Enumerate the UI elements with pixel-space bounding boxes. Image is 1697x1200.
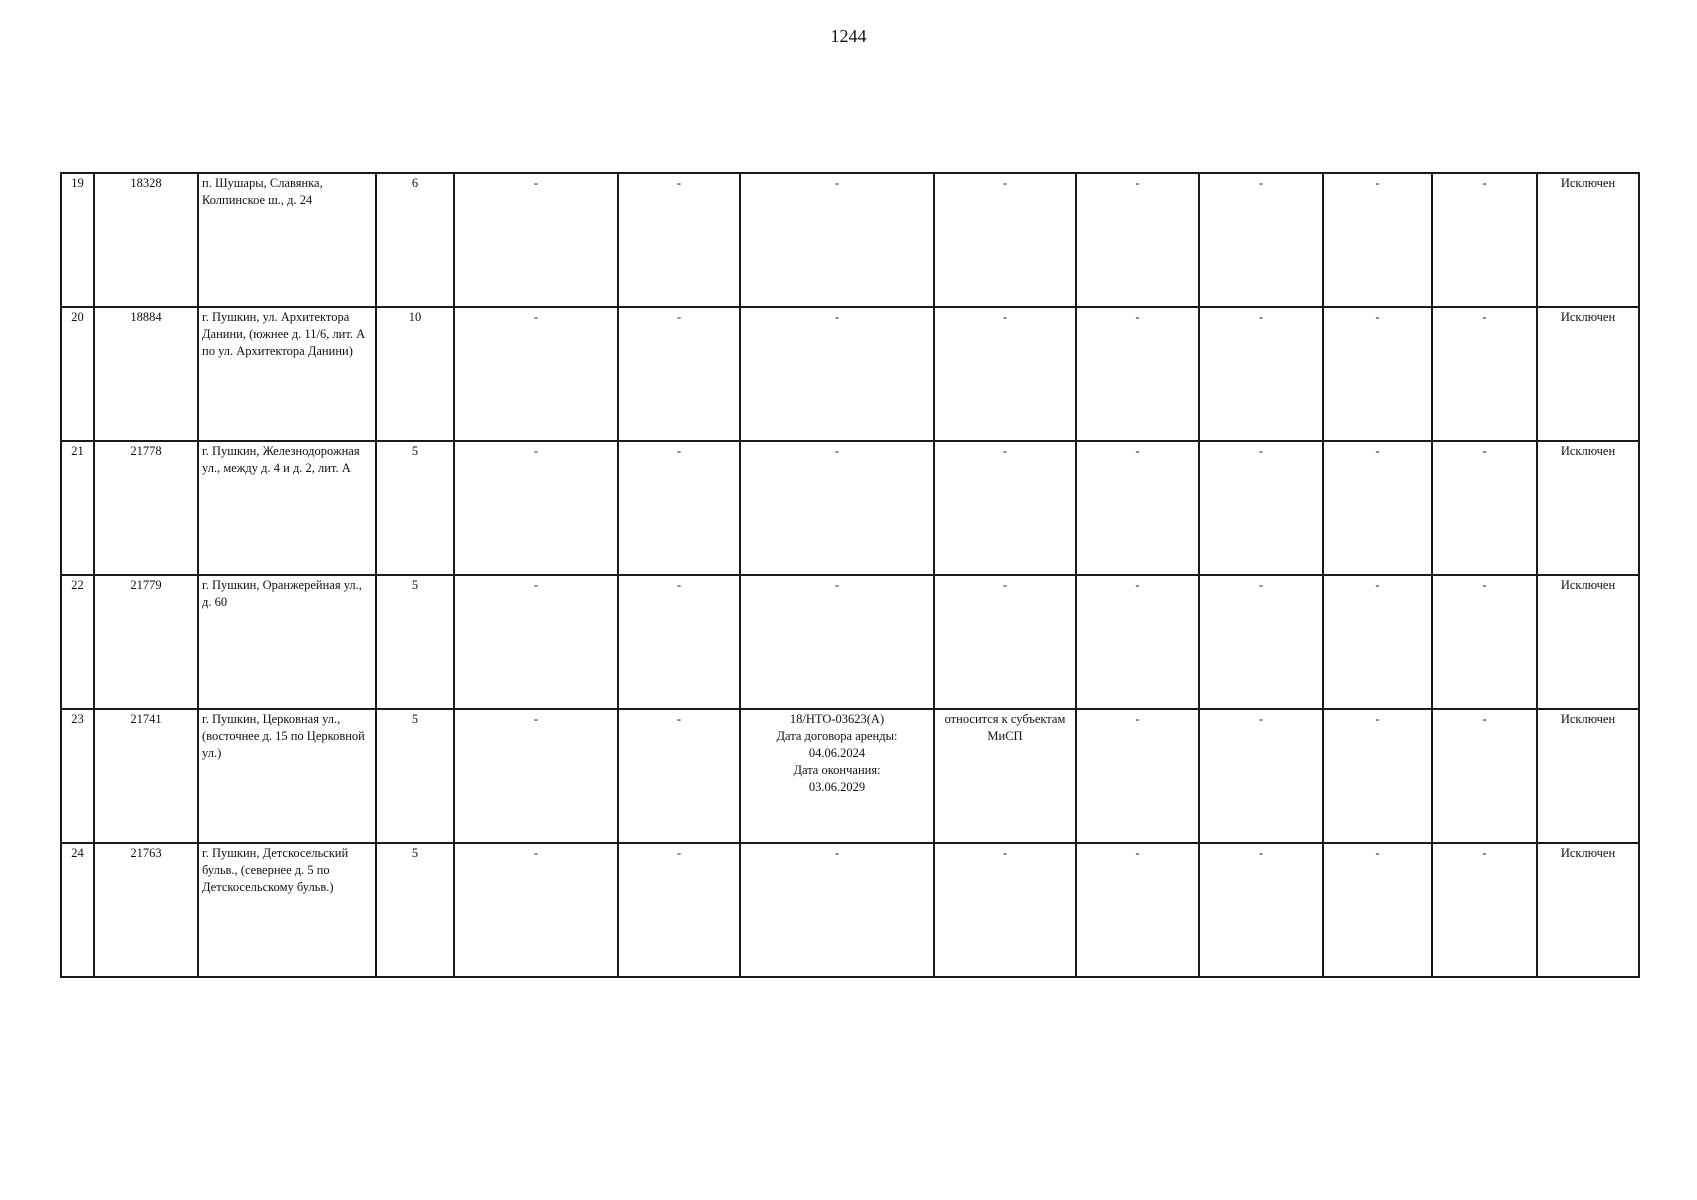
status-cell: Исключен bbox=[1537, 843, 1639, 977]
table-cell: - bbox=[1199, 173, 1323, 307]
table-cell: - bbox=[618, 575, 740, 709]
table-cell: - bbox=[454, 441, 618, 575]
table-cell: - bbox=[1323, 575, 1432, 709]
table-cell: - bbox=[618, 709, 740, 843]
table-cell: - bbox=[1432, 575, 1537, 709]
table-cell: - bbox=[618, 843, 740, 977]
count-cell: 6 bbox=[376, 173, 454, 307]
status-cell: Исключен bbox=[1537, 173, 1639, 307]
table-cell: - bbox=[934, 575, 1076, 709]
table-cell: - bbox=[934, 173, 1076, 307]
table-cell: - bbox=[618, 307, 740, 441]
table-cell: - bbox=[454, 173, 618, 307]
table-cell: - bbox=[934, 441, 1076, 575]
count-cell: 10 bbox=[376, 307, 454, 441]
page-number: 1244 bbox=[830, 26, 867, 46]
contract-cell: - bbox=[740, 307, 934, 441]
row-number-cell: 24 bbox=[61, 843, 94, 977]
table-row bbox=[61, 307, 1639, 441]
table-row bbox=[61, 843, 1639, 977]
table-cell: - bbox=[1432, 307, 1537, 441]
table-cell: - bbox=[1199, 441, 1323, 575]
status-cell: Исключен bbox=[1537, 307, 1639, 441]
contract-end-date: 03.06.2029 bbox=[808, 780, 866, 794]
table-cell: - bbox=[1432, 173, 1537, 307]
sme-cell: относится к субъектам МиСП bbox=[934, 709, 1076, 843]
row-number-cell: 23 bbox=[61, 709, 94, 843]
contract-cell bbox=[740, 709, 934, 843]
count-cell: 5 bbox=[376, 575, 454, 709]
table-cell: - bbox=[1323, 843, 1432, 977]
table-cell: - bbox=[618, 441, 740, 575]
table-cell: - bbox=[618, 173, 740, 307]
status-cell: Исключен bbox=[1537, 441, 1639, 575]
table-cell: - bbox=[1323, 441, 1432, 575]
count-cell: 5 bbox=[376, 709, 454, 843]
contract-end-label: Дата окончания: bbox=[793, 763, 881, 777]
table-cell: - bbox=[454, 843, 618, 977]
address-cell: г. Пушкин, ул. Архитектора Данини, (южнее д. 11/6, лит. А по ул. Архитектора Данини) bbox=[198, 307, 376, 441]
object-id-cell: 18884 bbox=[94, 307, 198, 441]
table-cell: - bbox=[454, 307, 618, 441]
contract-cell: - bbox=[740, 441, 934, 575]
table-cell: - bbox=[1076, 307, 1199, 441]
table-cell: - bbox=[1076, 173, 1199, 307]
table-row bbox=[61, 575, 1639, 709]
object-id-cell: 21763 bbox=[94, 843, 198, 977]
status-cell: Исключен bbox=[1537, 709, 1639, 843]
status-cell: Исключен bbox=[1537, 575, 1639, 709]
address-cell: п. Шушары, Славянка, Колпинское ш., д. 24 bbox=[198, 173, 376, 307]
table-cell: - bbox=[1323, 709, 1432, 843]
table-row bbox=[61, 441, 1639, 575]
table-cell: - bbox=[454, 709, 618, 843]
contract-cell: - bbox=[740, 843, 934, 977]
table-cell: - bbox=[1076, 575, 1199, 709]
contract-number: 18/НТО-03623(А) bbox=[789, 712, 885, 726]
table-cell: - bbox=[1432, 843, 1537, 977]
table-row bbox=[61, 173, 1639, 307]
object-id-cell: 21778 bbox=[94, 441, 198, 575]
count-cell: 5 bbox=[376, 441, 454, 575]
address-cell: г. Пушкин, Церковная ул., (восточнее д. 15 по Церковной ул.) bbox=[198, 709, 376, 843]
table-cell: - bbox=[1323, 173, 1432, 307]
table-cell: - bbox=[1199, 575, 1323, 709]
row-number-cell: 19 bbox=[61, 173, 94, 307]
count-cell: 5 bbox=[376, 843, 454, 977]
table-cell: - bbox=[1199, 709, 1323, 843]
row-number-cell: 20 bbox=[61, 307, 94, 441]
object-id-cell: 18328 bbox=[94, 173, 198, 307]
contract-date-label: Дата договора аренды: bbox=[776, 729, 898, 743]
table-cell: - bbox=[1076, 843, 1199, 977]
table-cell: - bbox=[1199, 307, 1323, 441]
address-cell: г. Пушкин, Железнодорожная ул., между д. 4 и д. 2, лит. А bbox=[198, 441, 376, 575]
table-cell: - bbox=[454, 575, 618, 709]
registry-table bbox=[60, 172, 1640, 978]
address-cell: г. Пушкин, Детскосельский бульв., (севернее д. 5 по Детскосельскому бульв.) bbox=[198, 843, 376, 977]
object-id-cell: 21779 bbox=[94, 575, 198, 709]
table-cell: - bbox=[1076, 441, 1199, 575]
table-row bbox=[61, 709, 1639, 843]
table-cell: - bbox=[1076, 709, 1199, 843]
row-number-cell: 21 bbox=[61, 441, 94, 575]
object-id-cell: 21741 bbox=[94, 709, 198, 843]
table-cell: - bbox=[1199, 843, 1323, 977]
table-cell: - bbox=[934, 843, 1076, 977]
contract-cell: - bbox=[740, 173, 934, 307]
table-cell: - bbox=[1432, 441, 1537, 575]
contract-date: 04.06.2024 bbox=[808, 746, 866, 760]
table-cell: - bbox=[934, 307, 1076, 441]
table-cell: - bbox=[1432, 709, 1537, 843]
address-cell: г. Пушкин, Оранжерейная ул., д. 60 bbox=[198, 575, 376, 709]
contract-cell: - bbox=[740, 575, 934, 709]
row-number-cell: 22 bbox=[61, 575, 94, 709]
table-cell: - bbox=[1323, 307, 1432, 441]
